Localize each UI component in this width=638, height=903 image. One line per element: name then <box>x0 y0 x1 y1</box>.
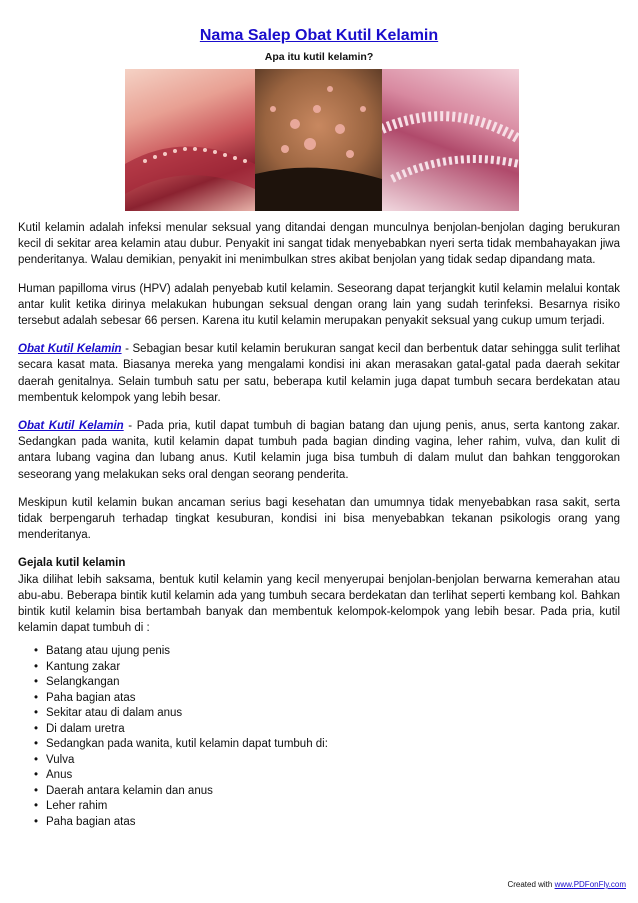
paragraph-4 <box>18 418 620 483</box>
symptom-list <box>18 644 620 830</box>
paragraph-2: Human papilloma virus (HPV) adalah penyebab kutil kelamin. Seseorang dapat terjangkit kutil kelamin melalui kontak antar kulit ketika dirinya melakukan hubungan seksual dengan orang lain yang sudah terinfeksi. Besarnya risiko tersebut adalah sebesar 66 persen. Karena itu kutil kelamin merupakan penyakit seksual yang cukup umum terjadi. <box>18 282 620 328</box>
list-item: • Anus <box>46 768 620 784</box>
photo-2 <box>255 69 382 211</box>
photo-3 <box>382 69 519 211</box>
paragraph-4-text: - Pada pria, kutil dapat tumbuh di bagian batang dan ujung penis, anus, serta kantong zakar. Sedangkan pada wanita, kutil kelamin dapat tumbuh pada bagian dinding vagina, leher rahim, vulva, dan kulit di antara lubang vagina dan lubang anus. Kutil kelamin juga bisa tumbuh di dalam mulut dan bahkan tenggorokan seseorang yang melakukan seks oral dengan seorang penderita. <box>18 420 620 481</box>
list-item: • Daerah antara kelamin dan anus <box>46 784 620 800</box>
footer-link[interactable]: www.PDFonFly.com <box>554 880 626 889</box>
list-item: • Sekitar atau di dalam anus <box>46 706 620 722</box>
paragraph-5: Meskipun kutil kelamin bukan ancaman serius bagi kesehatan dan umumnya tidak menyebabkan rasa sakit, serta tidak berpengaruh terhadap tingkat kesuburan, kondisi ini bisa menyebabkan tekanan psikologis orang yang menderitanya. <box>18 496 620 542</box>
list-item: • Vulva <box>46 753 620 769</box>
photo-strip <box>125 69 519 211</box>
list-item: • Leher rahim <box>46 799 620 815</box>
paragraph-1: Kutil kelamin adalah infeksi menular seksual yang ditandai dengan munculnya benjolan-benjolan daging berukuran kecil di sekitar area kelamin atau dubur. Penyakit ini sangat tidak menyebabkan nyeri serta tidak membahayakan jiwa penderitanya. Walau demikian, penyakit ini menimbulkan stres akibat benjolan yang tidak sedap dipandang mata. <box>18 222 620 267</box>
list-item: • Selangkangan <box>46 675 620 691</box>
page-subtitle: Apa itu kutil kelamin? <box>264 51 374 63</box>
section-heading: Gejala kutil kelamin <box>18 557 126 570</box>
paragraph-3-text: - Sebagian besar kutil kelamin berukuran sangat kecil dan berbentuk datar sehingga sulit terlihat secara kasat mata. Biasanya mereka yang mengalami kondisi ini akan merasakan gatal-gatal pada daerah sekitar daerah genitalnya. Selain tumbuh satu per satu, beberapa kutil kelamin juga dapat tumbuh secara berdekatan atau membentuk kelompok yang lebih besar. <box>18 343 620 404</box>
list-item: • Batang atau ujung penis <box>46 644 620 660</box>
list-item: • Paha bagian atas <box>46 815 620 831</box>
obat-kutil-link-2[interactable]: Obat Kutil Kelamin <box>18 420 124 433</box>
list-item: • Sedangkan pada wanita, kutil kelamin dapat tumbuh di: <box>46 737 620 753</box>
article-body <box>18 220 620 830</box>
footer-prefix: Created with <box>507 880 555 889</box>
list-item: • Kantung zakar <box>46 660 620 676</box>
document-page <box>18 26 620 830</box>
list-item: • Paha bagian atas <box>46 691 620 707</box>
obat-kutil-link-1[interactable]: Obat Kutil Kelamin <box>18 343 122 356</box>
paragraph-6: Jika dilihat lebih saksama, bentuk kutil kelamin yang kecil menyerupai benjolan-benjolan berwarna kemerahan atau abu-abu. Beberapa bintik kutil kelamin ada yang tumbuh secara berdekatan dan terlihat seperti kembang kol. Bahkan bintik kutil kelamin bisa bertambah banyak dan membentuk kelompok-kelompok yang lebih besar. Pada pria, kutil kelamin dapat tumbuh di : <box>18 573 620 635</box>
photo-1 <box>125 69 255 211</box>
paragraph-3 <box>18 341 620 406</box>
list-item: • Di dalam uretra <box>46 722 620 738</box>
page-title[interactable]: Nama Salep Obat Kutil Kelamin <box>199 27 439 44</box>
footer-credit <box>507 880 626 889</box>
